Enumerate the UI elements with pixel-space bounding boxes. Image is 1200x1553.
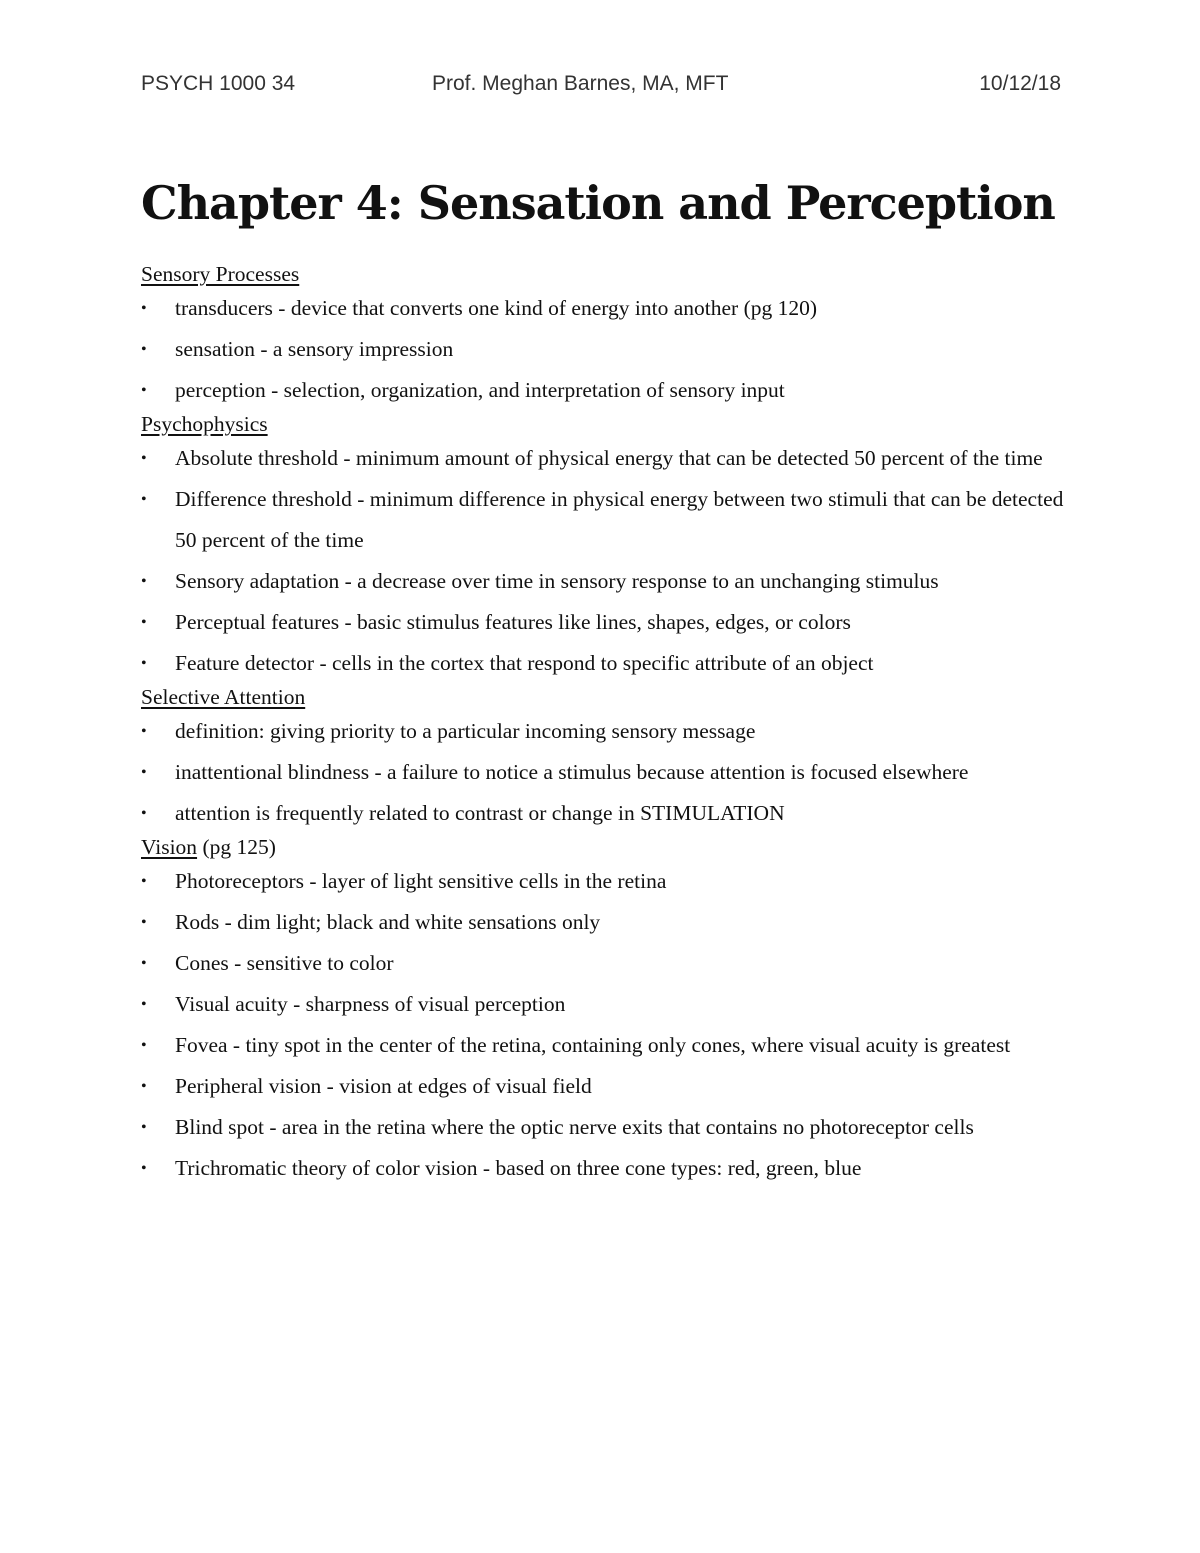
list-item: • sensation - a sensory impression	[141, 329, 1071, 370]
section-heading	[141, 261, 1071, 288]
list-item: • Fovea - tiny spot in the center of the retina, containing only cones, where visual acuity is greatest	[141, 1025, 1071, 1066]
section-vision	[141, 834, 1071, 1189]
list-item: • Blind spot - area in the retina where the optic nerve exits that contains no photoreceptor cells	[141, 1107, 1071, 1148]
bullet-list	[141, 711, 1071, 834]
list-item: • Absolute threshold - minimum amount of physical energy that can be detected 50 percent of the time	[141, 438, 1071, 479]
bullet-list	[141, 861, 1071, 1189]
notes-body	[141, 261, 1071, 1189]
professor-name: Prof. Meghan Barnes, MA, MFT	[432, 72, 729, 95]
section-heading-suffix: (pg 125)	[197, 835, 276, 859]
section-heading	[141, 411, 1071, 438]
list-item: • attention is frequently related to contrast or change in STIMULATION	[141, 793, 1071, 834]
section-heading-text: Vision	[141, 835, 198, 859]
list-item: • perception - selection, organization, and interpretation of sensory input	[141, 370, 1071, 411]
page-title: Chapter 4: Sensation and Perception	[141, 176, 1055, 230]
section-heading-text: Selective Attention	[141, 685, 306, 709]
list-item: • Difference threshold - minimum difference in physical energy between two stimuli that can be detected 50 percent of the time	[141, 479, 1071, 561]
list-item: • Photoreceptors - layer of light sensitive cells in the retina	[141, 861, 1071, 902]
section-selective-attention	[141, 684, 1071, 834]
section-psychophysics	[141, 411, 1071, 684]
list-item: • Feature detector - cells in the cortex that respond to specific attribute of an object	[141, 643, 1071, 684]
section-sensory-processes	[141, 261, 1071, 411]
list-item: • Trichromatic theory of color vision - based on three cone types: red, green, blue	[141, 1148, 1071, 1189]
section-heading	[141, 834, 1071, 861]
list-item: • inattentional blindness - a failure to notice a stimulus because attention is focused elsewhere	[141, 752, 1071, 793]
list-item: • Rods - dim light; black and white sensations only	[141, 902, 1071, 943]
list-item: • Visual acuity - sharpness of visual perception	[141, 984, 1071, 1025]
section-heading-text: Sensory Processes	[141, 262, 300, 286]
list-item: • Sensory adaptation - a decrease over time in sensory response to an unchanging stimulus	[141, 561, 1071, 602]
list-item: • transducers - device that converts one kind of energy into another (pg 120)	[141, 288, 1071, 329]
document-date: 10/12/18	[979, 72, 1061, 95]
list-item: • definition: giving priority to a particular incoming sensory message	[141, 711, 1071, 752]
list-item: • Peripheral vision - vision at edges of visual field	[141, 1066, 1071, 1107]
section-heading-text: Psychophysics	[141, 412, 268, 436]
list-item: • Perceptual features - basic stimulus features like lines, shapes, edges, or colors	[141, 602, 1071, 643]
bullet-list	[141, 438, 1071, 684]
course-code: PSYCH 1000 34	[141, 72, 296, 95]
page-header	[141, 72, 1061, 102]
section-heading	[141, 684, 1071, 711]
list-item: • Cones - sensitive to color	[141, 943, 1071, 984]
bullet-list	[141, 288, 1071, 411]
